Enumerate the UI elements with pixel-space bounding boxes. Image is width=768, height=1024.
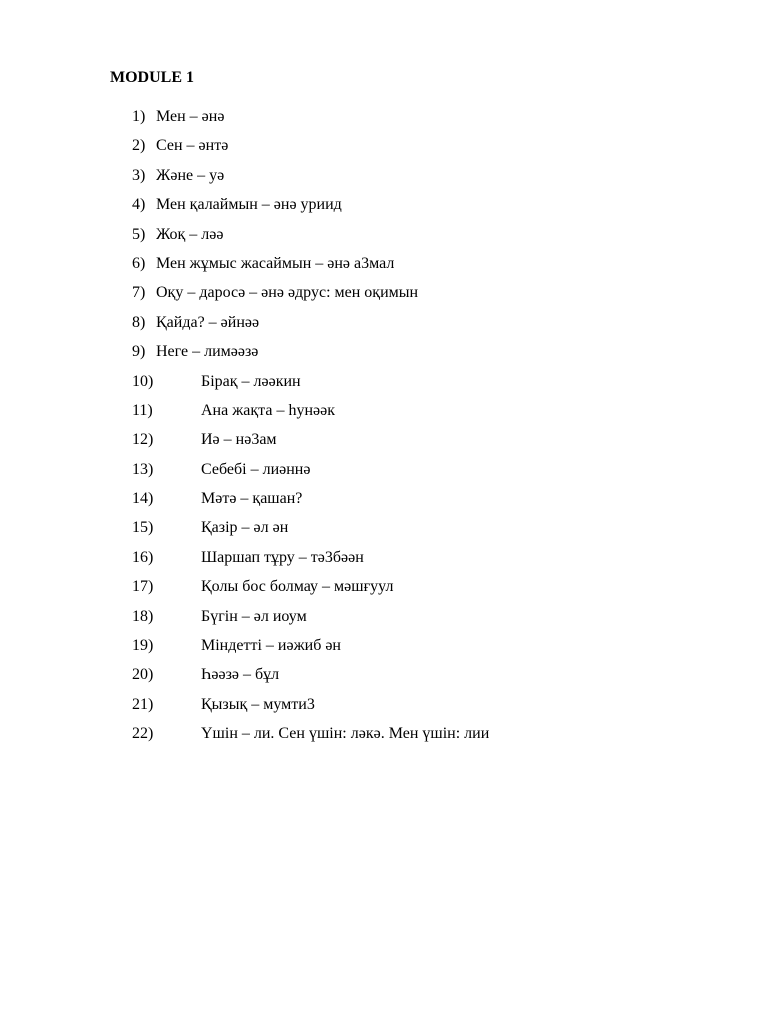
item-number: 2) <box>132 137 146 155</box>
item-text: Және – уә <box>156 166 225 184</box>
item-text: Себебі – лиәннә <box>201 460 311 478</box>
page-title: MODULE 1 <box>110 69 194 86</box>
item-number: 14) <box>132 490 154 508</box>
item-number: 4) <box>132 196 146 214</box>
item-number: 18) <box>132 607 154 625</box>
item-number: 20) <box>132 666 154 684</box>
item-number: 8) <box>132 313 146 331</box>
item-text: Шаршап тұру – тә3бәән <box>201 548 364 566</box>
item-number: 19) <box>132 637 154 655</box>
item-text: Үшін – ли. Сен үшін: ләкә. Мен үшін: лии <box>201 725 490 743</box>
item-text: Сен – әнтә <box>156 137 229 155</box>
item-text: Қайда? – әйнәә <box>156 313 260 331</box>
item-number: 1) <box>132 108 146 125</box>
item-text: Бірақ – ләәкин <box>201 372 301 390</box>
item-text: Қазір – әл ән <box>201 519 289 537</box>
item-text: Бүгін – әл иоум <box>201 607 307 625</box>
item-text: Неге – лимәәзә <box>156 343 259 361</box>
item-text: Жоқ – ләә <box>156 225 224 243</box>
item-text: Міндетті – иәжиб ән <box>201 637 341 655</box>
item-number: 7) <box>132 284 146 302</box>
item-number: 10) <box>132 372 154 390</box>
item-number: 22) <box>132 725 154 743</box>
item-number: 9) <box>132 343 146 361</box>
item-text: Иә – нә3ам <box>201 431 277 449</box>
item-number: 11) <box>132 401 153 419</box>
item-text: Оқу – даросә – әнә әдрус: мен оқимын <box>156 284 419 302</box>
item-number: 15) <box>132 519 154 537</box>
item-number: 17) <box>132 578 154 596</box>
item-number: 3) <box>132 166 146 184</box>
item-text: Мен қалаймын – әнә уриид <box>156 196 342 214</box>
item-number: 21) <box>132 695 154 713</box>
item-text: Қызық – мумти3 <box>201 695 315 713</box>
item-text: Мен – әнә <box>156 108 225 125</box>
item-text: Һәәзә – бұл <box>201 666 280 684</box>
item-text: Мен жұмыс жасаймын – әнә а3мал <box>156 254 395 272</box>
item-text: Мәтә – қашан? <box>201 490 303 508</box>
item-number: 5) <box>132 225 146 243</box>
item-text: Ана жақта – һунәәк <box>201 401 335 419</box>
item-number: 16) <box>132 548 154 566</box>
item-text: Қолы бос болмау – мәшғуул <box>201 578 394 596</box>
item-number: 6) <box>132 254 146 272</box>
item-number: 12) <box>132 431 154 449</box>
item-number: 13) <box>132 460 154 478</box>
